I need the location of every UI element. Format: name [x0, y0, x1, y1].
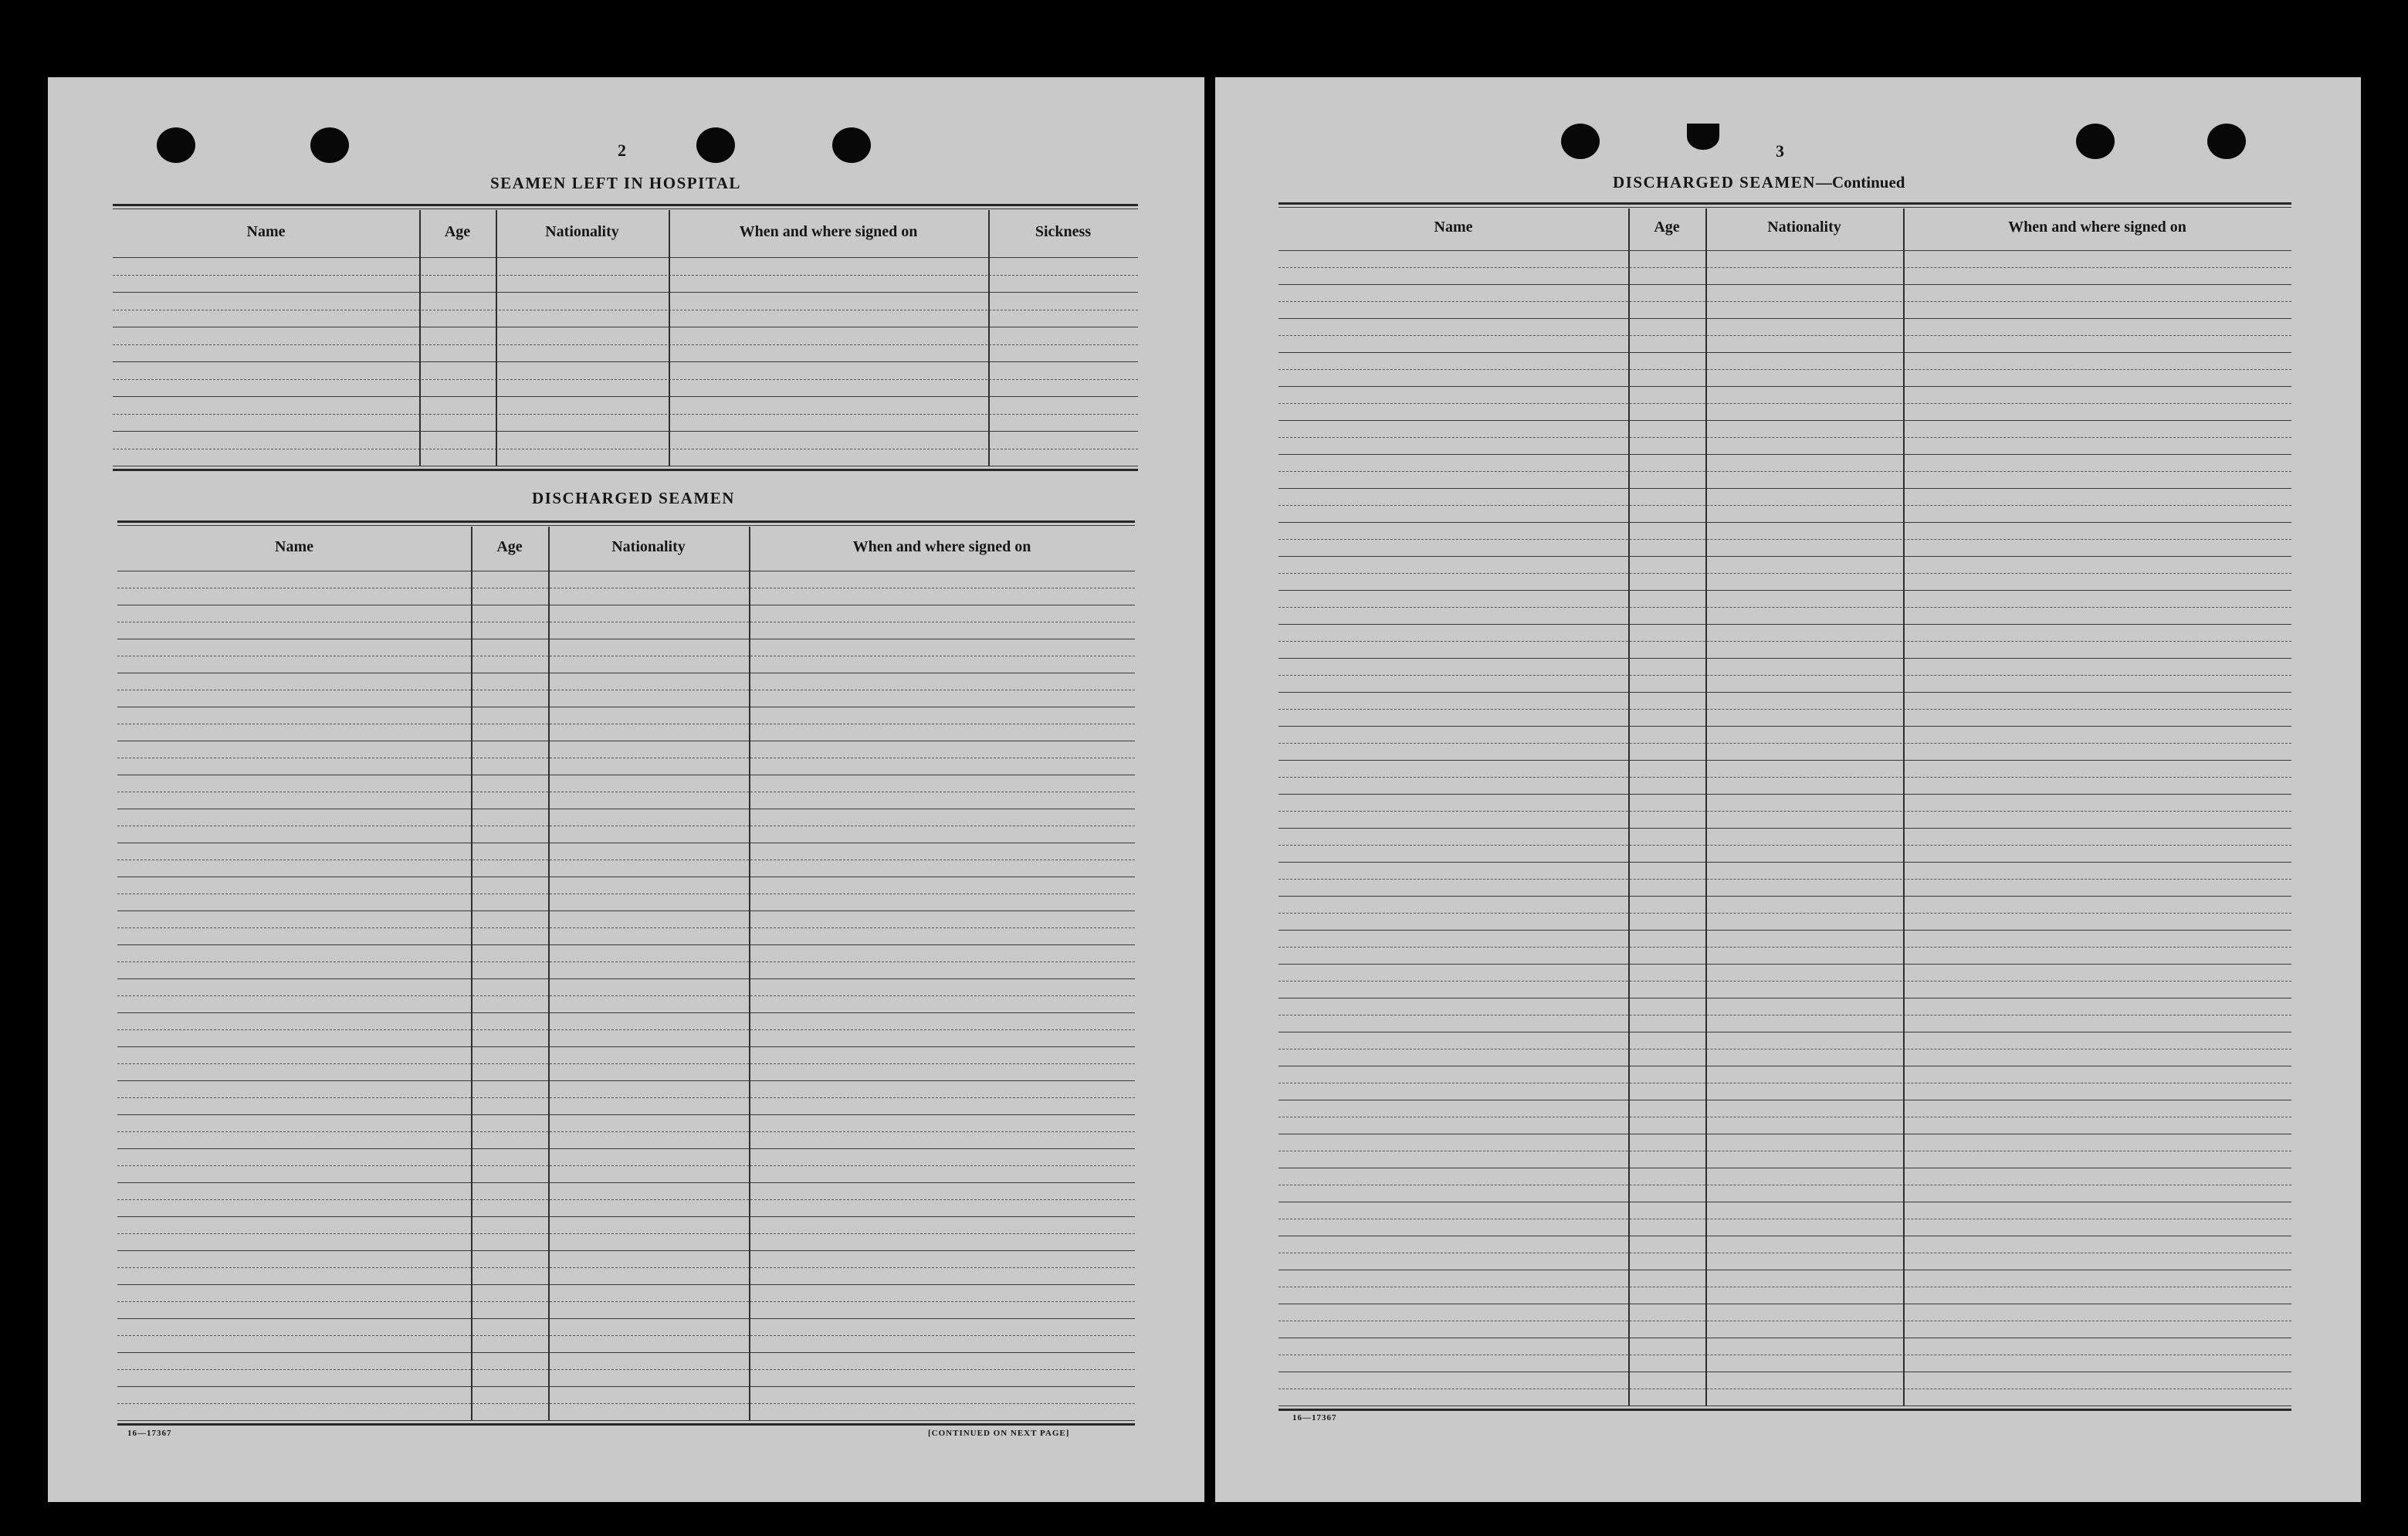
row-rule: [1279, 624, 2291, 625]
column-header-name: Name: [275, 537, 313, 555]
row-dotted-rule: [1279, 301, 2291, 302]
column-header-nationality: Nationality: [1767, 219, 1841, 236]
column-divider: [1628, 209, 1630, 1405]
row-rule: [1279, 930, 2291, 931]
right-page: [1215, 77, 2361, 1502]
row-dotted-rule: [1279, 505, 2291, 506]
row-rule: [113, 431, 1138, 432]
row-dotted-rule: [117, 927, 1135, 928]
form-number: 16—17367: [127, 1429, 172, 1438]
row-dotted-rule: [1279, 573, 2291, 574]
row-rule: [1279, 454, 2291, 455]
left-page: [48, 77, 1204, 1502]
row-dotted-rule: [1279, 641, 2291, 642]
discharged-continued-title: [1613, 173, 1905, 192]
row-rule: [113, 292, 1138, 293]
column-header-signed-on: When and where signed on: [2008, 219, 2186, 236]
row-rule: [117, 978, 1135, 979]
column-divider: [471, 527, 472, 1420]
table-top-rule: [117, 525, 1135, 526]
row-rule: [117, 1250, 1135, 1251]
row-dotted-rule: [117, 1199, 1135, 1200]
column-header-nationality: Nationality: [545, 222, 619, 240]
column-divider: [1903, 209, 1905, 1405]
column-header-signed-on: When and where signed on: [852, 537, 1031, 555]
row-rule: [117, 1284, 1135, 1285]
column-divider: [749, 527, 750, 1420]
row-dotted-rule: [117, 1233, 1135, 1234]
row-rule: [113, 361, 1138, 362]
column-header-sickness: Sickness: [1035, 222, 1092, 240]
row-dotted-rule: [1279, 777, 2291, 778]
row-rule: [117, 1012, 1135, 1013]
column-header-name: Name: [246, 222, 286, 240]
row-dotted-rule: [113, 414, 1138, 415]
row-dotted-rule: [1279, 743, 2291, 744]
row-rule: [117, 1148, 1135, 1149]
page-number: 3: [1776, 141, 1784, 161]
continued-note: [CONTINUED ON NEXT PAGE]: [928, 1429, 1070, 1438]
row-rule: [1279, 760, 2291, 761]
table-top-rule: [113, 204, 1138, 206]
row-rule: [1279, 522, 2291, 523]
row-dotted-rule: [117, 1165, 1135, 1166]
row-dotted-rule: [113, 379, 1138, 380]
row-dotted-rule: [117, 893, 1135, 894]
row-dotted-rule: [117, 1369, 1135, 1370]
row-rule: [1279, 862, 2291, 863]
row-rule: [117, 944, 1135, 945]
row-dotted-rule: [117, 1301, 1135, 1302]
column-header-name: Name: [1434, 219, 1473, 236]
row-dotted-rule: [117, 1029, 1135, 1030]
row-rule: [117, 1046, 1135, 1047]
table-top-rule: [117, 520, 1135, 523]
row-rule: [1279, 318, 2291, 319]
row-dotted-rule: [1279, 811, 2291, 812]
hospital-section-title: SEAMEN LEFT IN HOSPITAL: [490, 174, 741, 192]
column-divider: [988, 210, 990, 466]
row-dotted-rule: [1279, 267, 2291, 268]
table-top-rule: [1279, 207, 2291, 208]
row-dotted-rule: [1279, 403, 2291, 404]
row-rule: [117, 1114, 1135, 1115]
row-rule: [117, 1420, 1135, 1421]
row-rule: [1279, 692, 2291, 693]
row-dotted-rule: [117, 1267, 1135, 1268]
row-rule: [1279, 386, 2291, 387]
row-rule: [1279, 352, 2291, 353]
row-dotted-rule: [1279, 335, 2291, 336]
form-number: 16—17367: [1292, 1413, 1337, 1422]
row-dotted-rule: [117, 1063, 1135, 1064]
row-rule: [117, 1318, 1135, 1319]
column-divider: [1705, 209, 1707, 1405]
punch-hole: [310, 127, 349, 163]
row-rule: [1279, 590, 2291, 591]
punch-hole: [157, 127, 195, 163]
column-header-nationality: Nationality: [611, 537, 686, 555]
header-rule: [1279, 250, 2291, 251]
row-dotted-rule: [1279, 539, 2291, 540]
punch-hole: [2076, 124, 2115, 159]
table-bottom-rule: [117, 1423, 1135, 1426]
row-rule: [117, 910, 1135, 911]
title-main: DISCHARGED SEAMEN: [1613, 173, 1816, 192]
row-rule: [1279, 964, 2291, 965]
column-header-age: Age: [496, 537, 523, 555]
row-dotted-rule: [1279, 913, 2291, 914]
row-rule: [117, 1386, 1135, 1387]
row-dotted-rule: [117, 961, 1135, 962]
row-rule: [1279, 896, 2291, 897]
column-header-signed-on: When and where signed on: [739, 222, 918, 240]
punch-hole: [696, 127, 735, 163]
row-dotted-rule: [1279, 607, 2291, 608]
row-rule: [1279, 488, 2291, 489]
row-dotted-rule: [117, 995, 1135, 996]
row-rule: [117, 1352, 1135, 1353]
row-dotted-rule: [117, 1097, 1135, 1098]
row-dotted-rule: [1279, 437, 2291, 438]
punch-hole: [1687, 124, 1719, 150]
row-dotted-rule: [113, 344, 1138, 345]
table-bottom-rule: [113, 469, 1138, 471]
row-dotted-rule: [1279, 879, 2291, 880]
row-dotted-rule: [1279, 947, 2291, 948]
row-dotted-rule: [1279, 471, 2291, 472]
punch-hole: [2207, 124, 2246, 159]
punch-hole: [1561, 124, 1600, 159]
row-rule: [1279, 794, 2291, 795]
row-dotted-rule: [117, 1131, 1135, 1132]
row-rule: [1279, 726, 2291, 727]
row-rule: [1279, 1405, 2291, 1406]
row-rule: [117, 1080, 1135, 1081]
row-rule: [113, 396, 1138, 397]
row-dotted-rule: [1279, 709, 2291, 710]
row-rule: [1279, 998, 2291, 999]
header-rule: [113, 257, 1138, 258]
column-divider: [419, 210, 421, 466]
discharged-continued-table: [1279, 202, 2291, 1405]
row-rule: [1279, 420, 2291, 421]
column-header-age: Age: [444, 222, 471, 240]
column-header-age: Age: [1654, 219, 1680, 236]
row-dotted-rule: [113, 275, 1138, 276]
row-dotted-rule: [117, 1403, 1135, 1404]
punch-hole: [832, 127, 871, 163]
row-dotted-rule: [1279, 1015, 2291, 1016]
row-rule: [117, 1182, 1135, 1183]
row-dotted-rule: [1279, 981, 2291, 982]
row-rule: [1279, 284, 2291, 285]
row-rule: [1279, 658, 2291, 659]
discharged-section-title: DISCHARGED SEAMEN: [532, 489, 735, 507]
page-number: 2: [618, 141, 626, 160]
table-bottom-rule: [1279, 1409, 2291, 1411]
row-dotted-rule: [1279, 845, 2291, 846]
column-divider: [669, 210, 670, 466]
row-dotted-rule: [117, 1335, 1135, 1336]
column-divider: [548, 527, 550, 1420]
row-rule: [1279, 828, 2291, 829]
discharged-table: [117, 520, 1135, 1420]
row-rule: [1279, 556, 2291, 557]
title-suffix: —Continued: [1815, 173, 1905, 192]
row-dotted-rule: [1279, 369, 2291, 370]
hospital-table: [113, 204, 1138, 466]
table-top-rule: [1279, 202, 2291, 205]
row-dotted-rule: [1279, 675, 2291, 676]
row-rule: [117, 1216, 1135, 1217]
column-divider: [496, 210, 497, 466]
